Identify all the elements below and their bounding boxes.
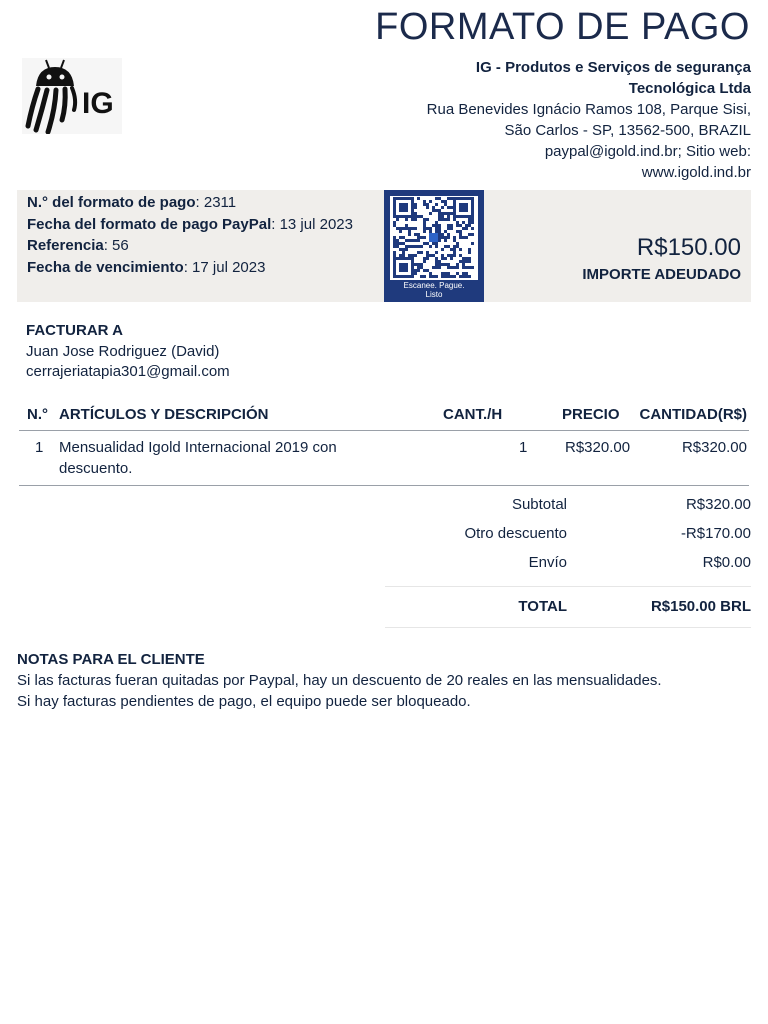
discount-label: Otro descuento [464, 525, 567, 542]
total-label: TOTAL [518, 598, 567, 615]
company-name: IG - Produtos e Serviços de segurança [475, 59, 751, 76]
col-quantity: CANT./H [443, 406, 503, 423]
company-address: Rua Benevides Ignácio Ramos 108, Parque Sisi, [426, 101, 751, 118]
amount-due-value: R$150.00 [636, 234, 741, 261]
invoice-meta [27, 192, 372, 278]
table-row [19, 436, 749, 486]
bill-to [26, 321, 230, 383]
bill-to-heading: FACTURAR A [26, 322, 123, 339]
totals [385, 496, 751, 628]
row-amount: R$320.00 [681, 439, 747, 456]
company-address-cont: São Carlos - SP, 13562-500, BRAZIL [504, 122, 751, 139]
col-number: N.° [27, 406, 48, 423]
company-contact: paypal@igold.ind.br; Sitio web: [544, 143, 751, 160]
total-value: R$150.00 BRL [650, 598, 751, 615]
qr-code-icon [390, 196, 478, 280]
customer-notes [17, 649, 757, 712]
logo-text: IG [82, 87, 114, 120]
row-number: 1 [35, 439, 44, 456]
qr-caption: Escanee. Pague. Listo [403, 281, 465, 299]
invoice-date: Fecha del formato de pago PayPal: 13 jul 2023 [27, 215, 353, 233]
company-logo [22, 58, 122, 134]
bill-to-name: Juan Jose Rodriguez (David) [26, 342, 220, 360]
items-table-header [19, 406, 749, 431]
col-amount: CANTIDAD(R$) [639, 406, 747, 423]
qr-code[interactable] [384, 190, 484, 302]
shipping-label: Envío [528, 554, 567, 571]
total-row [385, 586, 751, 628]
amount-due-label: IMPORTE ADEUDADO [582, 266, 741, 283]
invoice-reference: Referencia: 56 [27, 237, 129, 254]
robot-logo-icon [22, 58, 122, 134]
bill-to-email[interactable]: cerrajeriatapia301@gmail.com [26, 363, 230, 380]
notes-line: Si hay facturas pendientes de pago, el equipo puede ser bloqueado. [17, 693, 471, 710]
summary-band [17, 190, 751, 302]
discount-row [385, 525, 751, 554]
shipping-value: R$0.00 [702, 554, 751, 571]
row-description: Mensualidad Igold Internacional 2019 con descuento. [59, 439, 337, 477]
row-price: R$320.00 [565, 439, 631, 456]
col-price: PRECIO [562, 406, 620, 423]
company-info [351, 57, 751, 183]
page-title: FORMATO DE PAGO [375, 6, 750, 48]
invoice-due-date: Fecha de vencimiento: 17 jul 2023 [27, 258, 266, 276]
company-name-cont: Tecnológica Ltda [628, 80, 751, 97]
subtotal-value: R$320.00 [685, 496, 751, 513]
subtotal-row [385, 496, 751, 525]
notes-line: Si las facturas fueran quitadas por Paypal, hay un descuento de 20 reales en las mensualidades. [17, 672, 662, 689]
subtotal-label: Subtotal [511, 496, 567, 513]
row-quantity: 1 [519, 439, 528, 456]
invoice-number: N.° del formato de pago: 2311 [27, 194, 237, 211]
company-website[interactable]: www.igold.ind.br [641, 164, 751, 181]
col-description: ARTÍCULOS Y DESCRIPCIÓN [59, 406, 269, 423]
discount-value: -R$170.00 [680, 525, 751, 542]
notes-heading: NOTAS PARA EL CLIENTE [17, 651, 205, 668]
shipping-row [385, 554, 751, 583]
